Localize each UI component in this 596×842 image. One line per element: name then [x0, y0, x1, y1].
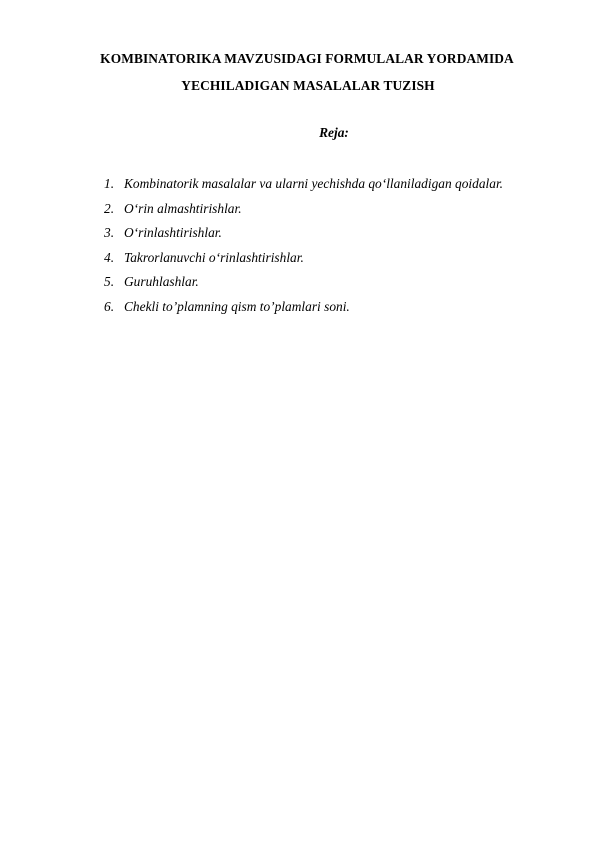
- plan-item-6: [104, 299, 503, 324]
- plan-item-number: 5.: [104, 274, 115, 290]
- plan-item-text: Guruhlashlar.: [124, 274, 199, 290]
- plan-item-1: [104, 176, 503, 201]
- plan-item-text: Kombinatorik masalalar va ularni yechishda qo‘llaniladigan qoidalar.: [124, 176, 504, 191]
- plan-list: [104, 176, 503, 324]
- plan-item-text: O‘rin almashtirishlar.: [124, 200, 242, 216]
- plan-item-5: [104, 274, 503, 299]
- plan-item-3: [104, 225, 503, 250]
- plan-item-4: [104, 250, 503, 275]
- plan-item-text: Takrorlanuvchi o‘rinlashtirishlar.: [124, 249, 304, 265]
- plan-heading: Reja:: [319, 125, 349, 140]
- plan-item-number: 6.: [104, 298, 115, 314]
- document-title-line-1: KOMBINATORIKA MAVZUSIDAGI FORMULALAR YORDAMIDA: [100, 51, 514, 66]
- plan-item-number: 3.: [104, 225, 115, 241]
- plan-item-2: [104, 201, 503, 226]
- plan-item-number: 2.: [104, 200, 115, 216]
- plan-item-text: O‘rinlashtirishlar.: [124, 225, 222, 241]
- plan-item-number: 4.: [104, 249, 115, 265]
- plan-item-number: 1.: [104, 176, 115, 191]
- document-title-line-2: YECHILADIGAN MASALALAR TUZISH: [181, 78, 435, 93]
- plan-item-text: Chekli to’plamning qism to’plamlari soni.: [124, 298, 350, 314]
